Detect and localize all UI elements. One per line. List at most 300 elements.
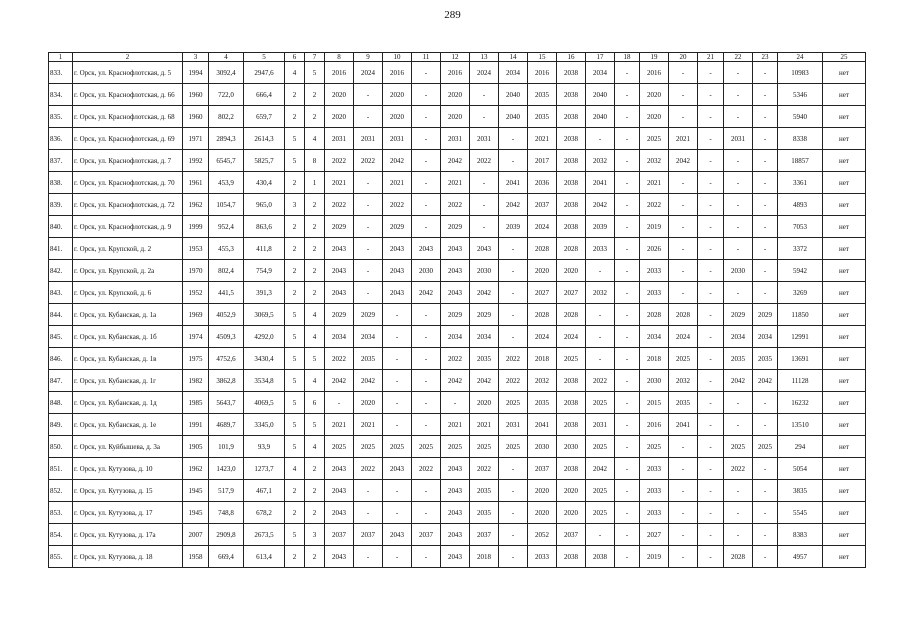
table-cell: - — [383, 326, 412, 348]
table-cell: нет — [823, 502, 866, 524]
table-cell: 11128 — [778, 370, 823, 392]
table-cell: 2015 — [640, 392, 669, 414]
table-cell: 2021 — [528, 128, 557, 150]
table-cell: - — [615, 392, 640, 414]
table-cell: нет — [823, 524, 866, 546]
table-cell: 2034 — [325, 326, 354, 348]
table-cell: - — [724, 414, 753, 436]
table-cell: 2020 — [325, 106, 354, 128]
column-number: 14 — [499, 53, 528, 62]
row-number-cell: 834. — [49, 84, 73, 106]
table-cell: 754,9 — [244, 260, 285, 282]
address-cell: г. Орск, ул. Краснофлотская, д. 72 — [73, 194, 183, 216]
table-cell: 2020 — [557, 260, 586, 282]
table-cell: 2025 — [383, 436, 412, 458]
table-cell: 2021 — [325, 172, 354, 194]
address-cell: г. Орск, ул. Краснофлотская, д. 70 — [73, 172, 183, 194]
table-cell: 3092,4 — [209, 62, 244, 84]
table-cell: 2027 — [528, 282, 557, 304]
table-cell: 2019 — [640, 216, 669, 238]
table-cell: 2 — [305, 216, 325, 238]
table-row — [49, 304, 866, 326]
table-cell: 2030 — [528, 436, 557, 458]
address-cell: г. Орск, ул. Кубанская, д. 1е — [73, 414, 183, 436]
table-cell: - — [412, 106, 441, 128]
table-cell: 441,5 — [209, 282, 244, 304]
table-cell: - — [698, 502, 724, 524]
table-cell: 6545,7 — [209, 150, 244, 172]
table-cell: 2024 — [528, 216, 557, 238]
table-cell: 2043 — [325, 546, 354, 568]
table-row — [49, 62, 866, 84]
table-cell: - — [499, 524, 528, 546]
table-cell: 5545 — [778, 502, 823, 524]
column-number: 18 — [615, 53, 640, 62]
table-cell: - — [470, 172, 499, 194]
table-cell: - — [586, 326, 615, 348]
table-cell: - — [698, 326, 724, 348]
table-cell: 613,4 — [244, 546, 285, 568]
table-cell: - — [383, 304, 412, 326]
table-cell: 4 — [285, 62, 305, 84]
table-cell: 2029 — [325, 304, 354, 326]
table-cell: - — [499, 238, 528, 260]
table-cell: 2042 — [586, 458, 615, 480]
table-cell: - — [615, 524, 640, 546]
table-row — [49, 150, 866, 172]
table-cell: 2043 — [441, 546, 470, 568]
table-cell: 2041 — [669, 414, 698, 436]
table-cell: - — [499, 150, 528, 172]
table-cell: - — [412, 392, 441, 414]
table-cell: 2033 — [528, 546, 557, 568]
address-cell: г. Орск, ул. Краснофлотская, д. 66 — [73, 84, 183, 106]
table-cell: 5 — [285, 524, 305, 546]
address-cell: г. Орск, ул. Кубанская, д. 1б — [73, 326, 183, 348]
table-cell: 2029 — [441, 304, 470, 326]
table-cell: 863,6 — [244, 216, 285, 238]
column-number: 2 — [73, 53, 183, 62]
table-cell: - — [753, 84, 778, 106]
table-cell: - — [753, 282, 778, 304]
table-cell: нет — [823, 194, 866, 216]
table-cell: 2043 — [325, 238, 354, 260]
table-cell: 93,9 — [244, 436, 285, 458]
table-cell: 2042 — [499, 194, 528, 216]
table-cell: - — [354, 282, 383, 304]
table-cell: 18857 — [778, 150, 823, 172]
table-cell: 2019 — [640, 546, 669, 568]
table-cell: 2026 — [640, 238, 669, 260]
table-cell: 2038 — [557, 546, 586, 568]
table-cell: 8 — [305, 150, 325, 172]
table-cell: 2 — [285, 172, 305, 194]
table-cell: 5 — [285, 348, 305, 370]
table-cell: - — [669, 458, 698, 480]
table-cell: - — [615, 304, 640, 326]
table-cell: 2025 — [586, 480, 615, 502]
address-cell: г. Орск, ул. Кубанская, д. 1в — [73, 348, 183, 370]
table-cell: - — [724, 172, 753, 194]
table-cell: 5 — [285, 150, 305, 172]
table-cell: 2035 — [753, 348, 778, 370]
table-cell: 101,9 — [209, 436, 244, 458]
table-cell: - — [586, 524, 615, 546]
table-cell: - — [615, 502, 640, 524]
row-number-cell: 843. — [49, 282, 73, 304]
table-cell: - — [354, 84, 383, 106]
table-cell: 2031 — [383, 128, 412, 150]
table-cell: 5940 — [778, 106, 823, 128]
table-cell: 2037 — [528, 458, 557, 480]
row-number-cell: 836. — [49, 128, 73, 150]
table-cell: - — [753, 106, 778, 128]
table-cell: 2038 — [557, 194, 586, 216]
table-cell: 13510 — [778, 414, 823, 436]
table-cell: 2016 — [441, 62, 470, 84]
table-cell: 2037 — [325, 524, 354, 546]
table-cell: 2021 — [325, 414, 354, 436]
table-cell: 2022 — [354, 458, 383, 480]
table-cell: - — [698, 172, 724, 194]
table-cell: нет — [823, 348, 866, 370]
table-cell: 2043 — [470, 238, 499, 260]
table-row — [49, 326, 866, 348]
table-cell: - — [669, 502, 698, 524]
table-cell: 2020 — [557, 480, 586, 502]
table-cell: 2673,5 — [244, 524, 285, 546]
table-cell: 2022 — [640, 194, 669, 216]
table-cell: - — [669, 282, 698, 304]
address-cell: г. Орск, ул. Краснофлотская, д. 68 — [73, 106, 183, 128]
table-cell: - — [753, 62, 778, 84]
table-cell: - — [412, 304, 441, 326]
address-cell: г. Орск, ул. Краснофлотская, д. 7 — [73, 150, 183, 172]
table-row — [49, 260, 866, 282]
table-cell: 2025 — [640, 128, 669, 150]
row-number-cell: 842. — [49, 260, 73, 282]
table-cell: - — [354, 546, 383, 568]
table-cell: 2034 — [586, 62, 615, 84]
table-cell: - — [698, 480, 724, 502]
table-cell: - — [499, 128, 528, 150]
table-cell: 4052,9 — [209, 304, 244, 326]
table-cell: 4752,6 — [209, 348, 244, 370]
table-cell: 2 — [285, 216, 305, 238]
table-cell: 2007 — [183, 524, 209, 546]
table-row — [49, 216, 866, 238]
column-number: 17 — [586, 53, 615, 62]
table-cell: - — [669, 194, 698, 216]
column-number: 6 — [285, 53, 305, 62]
table-cell: 669,4 — [209, 546, 244, 568]
table-cell: - — [499, 458, 528, 480]
table-cell: 2025 — [586, 392, 615, 414]
table-cell: 16232 — [778, 392, 823, 414]
table-cell: - — [412, 348, 441, 370]
column-number: 21 — [698, 53, 724, 62]
table-cell: 2032 — [528, 370, 557, 392]
table-cell: - — [615, 480, 640, 502]
table-cell: 2024 — [470, 62, 499, 84]
table-cell: - — [753, 150, 778, 172]
table-cell: нет — [823, 172, 866, 194]
table-cell: 4 — [285, 458, 305, 480]
row-number-cell: 846. — [49, 348, 73, 370]
table-cell: 2041 — [528, 414, 557, 436]
table-cell: 2025 — [640, 436, 669, 458]
table-cell: - — [383, 392, 412, 414]
table-cell: 2 — [285, 282, 305, 304]
table-cell: - — [724, 84, 753, 106]
table-cell: - — [753, 172, 778, 194]
table-row — [49, 370, 866, 392]
column-number: 5 — [244, 53, 285, 62]
table-cell: - — [698, 546, 724, 568]
table-cell: 2030 — [640, 370, 669, 392]
table-cell: - — [499, 480, 528, 502]
table-cell: 2031 — [586, 414, 615, 436]
table-cell: 2025 — [499, 436, 528, 458]
table-cell: 2025 — [586, 502, 615, 524]
table-cell: - — [753, 216, 778, 238]
table-cell: - — [724, 282, 753, 304]
table-cell: 2025 — [325, 436, 354, 458]
table-cell: 2039 — [499, 216, 528, 238]
table-cell: - — [753, 458, 778, 480]
table-cell: 2038 — [557, 84, 586, 106]
table-cell: - — [698, 282, 724, 304]
table-cell: 678,2 — [244, 502, 285, 524]
table-cell: 11850 — [778, 304, 823, 326]
table-cell: - — [615, 172, 640, 194]
table-cell: 2020 — [441, 106, 470, 128]
column-number: 19 — [640, 53, 669, 62]
table-cell: - — [698, 304, 724, 326]
table-cell: - — [669, 480, 698, 502]
table-cell: 2038 — [557, 370, 586, 392]
table-cell: 2032 — [640, 150, 669, 172]
table-row — [49, 502, 866, 524]
table-cell: 2043 — [325, 480, 354, 502]
table-cell: 2042 — [753, 370, 778, 392]
table-cell: - — [615, 458, 640, 480]
table-cell: 1971 — [183, 128, 209, 150]
row-number-cell: 837. — [49, 150, 73, 172]
table-cell: 1985 — [183, 392, 209, 414]
table-cell: - — [615, 326, 640, 348]
table-cell: 2022 — [354, 150, 383, 172]
row-number-cell: 838. — [49, 172, 73, 194]
table-cell: 2909,8 — [209, 524, 244, 546]
table-cell: - — [615, 84, 640, 106]
table-cell: 2040 — [586, 84, 615, 106]
table-cell: нет — [823, 546, 866, 568]
table-cell: 2024 — [354, 62, 383, 84]
table-cell: - — [698, 62, 724, 84]
table-cell: 4509,3 — [209, 326, 244, 348]
table-cell: 5 — [285, 436, 305, 458]
table-cell: - — [698, 414, 724, 436]
table-cell: 2033 — [640, 458, 669, 480]
table-cell: - — [698, 436, 724, 458]
table-cell: 2035 — [724, 348, 753, 370]
table-cell: нет — [823, 282, 866, 304]
table-cell: 2042 — [586, 194, 615, 216]
table-cell: 5346 — [778, 84, 823, 106]
table-cell: - — [615, 348, 640, 370]
address-cell: г. Орск, ул. Кутузова, д. 10 — [73, 458, 183, 480]
table-cell: 2031 — [441, 128, 470, 150]
table-cell: 2022 — [470, 150, 499, 172]
table-cell: 722,0 — [209, 84, 244, 106]
table-cell: - — [615, 370, 640, 392]
address-cell: г. Орск, ул. Крупской, д. 2 — [73, 238, 183, 260]
table-cell: - — [724, 62, 753, 84]
table-cell: 3 — [305, 524, 325, 546]
table-cell: 4893 — [778, 194, 823, 216]
column-number: 24 — [778, 53, 823, 62]
table-cell: - — [615, 62, 640, 84]
table-cell: - — [354, 502, 383, 524]
table-cell: - — [586, 304, 615, 326]
table-cell: - — [412, 414, 441, 436]
table-cell: - — [615, 282, 640, 304]
table-cell: 2894,3 — [209, 128, 244, 150]
table-cell: 2038 — [586, 546, 615, 568]
table-cell: 3862,8 — [209, 370, 244, 392]
address-cell: г. Орск, ул. Краснофлотская, д. 9 — [73, 216, 183, 238]
table-cell: 2024 — [669, 326, 698, 348]
table-cell: 2018 — [470, 546, 499, 568]
table-cell: 2029 — [753, 304, 778, 326]
table-cell: 2043 — [441, 260, 470, 282]
table-cell: - — [412, 370, 441, 392]
table-cell: - — [698, 524, 724, 546]
table-cell: - — [753, 480, 778, 502]
table-cell: - — [615, 106, 640, 128]
row-number-cell: 845. — [49, 326, 73, 348]
table-cell: 2030 — [412, 260, 441, 282]
table-cell: - — [412, 546, 441, 568]
table-cell: 2033 — [640, 480, 669, 502]
table-cell: 2022 — [441, 348, 470, 370]
table-cell: 2020 — [528, 260, 557, 282]
table-cell: 2032 — [669, 370, 698, 392]
row-number-cell: 850. — [49, 436, 73, 458]
table-cell: 2034 — [441, 326, 470, 348]
table-cell: 2043 — [441, 502, 470, 524]
row-number-cell: 852. — [49, 480, 73, 502]
table-cell: - — [698, 458, 724, 480]
table-cell: 2042 — [325, 370, 354, 392]
table-cell: - — [753, 194, 778, 216]
table-cell: 2038 — [557, 150, 586, 172]
table-cell: - — [753, 524, 778, 546]
table-cell: 2020 — [441, 84, 470, 106]
table-cell: - — [383, 480, 412, 502]
table-cell: 1958 — [183, 546, 209, 568]
table-cell: - — [724, 480, 753, 502]
table-cell: 2020 — [383, 106, 412, 128]
table-cell: - — [698, 260, 724, 282]
column-number: 10 — [383, 53, 412, 62]
table-cell: 2028 — [724, 546, 753, 568]
table-cell: 2031 — [499, 414, 528, 436]
table-cell: 2020 — [325, 84, 354, 106]
table-cell: 2 — [285, 480, 305, 502]
table-cell: 2043 — [383, 524, 412, 546]
table-cell: 1945 — [183, 480, 209, 502]
table-cell: 2037 — [528, 194, 557, 216]
table-cell: 4 — [305, 370, 325, 392]
table-cell: 5643,7 — [209, 392, 244, 414]
table-cell: - — [470, 194, 499, 216]
table-cell: 2021 — [354, 414, 383, 436]
table-cell: 2040 — [586, 106, 615, 128]
table-cell: 2020 — [528, 480, 557, 502]
address-cell: г. Орск, ул. Куйбышева, д. 3а — [73, 436, 183, 458]
table-cell: 2035 — [528, 106, 557, 128]
row-number-cell: 848. — [49, 392, 73, 414]
table-cell: 2 — [305, 546, 325, 568]
table-cell: - — [615, 194, 640, 216]
table-cell: - — [354, 194, 383, 216]
table-cell: 2042 — [724, 370, 753, 392]
table-cell: 2021 — [640, 172, 669, 194]
table-cell: 2038 — [557, 172, 586, 194]
table-cell: 2035 — [470, 480, 499, 502]
table-cell: 2025 — [412, 436, 441, 458]
table-cell: 2037 — [557, 524, 586, 546]
table-cell: 5 — [305, 62, 325, 84]
row-number-cell: 833. — [49, 62, 73, 84]
table-cell: - — [753, 238, 778, 260]
table-cell: 2 — [305, 480, 325, 502]
table-cell: 2043 — [383, 260, 412, 282]
table-cell: 2043 — [441, 524, 470, 546]
table-cell: - — [499, 546, 528, 568]
table-cell: нет — [823, 260, 866, 282]
table-cell: - — [669, 62, 698, 84]
row-number-cell: 835. — [49, 106, 73, 128]
address-cell: г. Орск, ул. Краснофлотская, д. 5 — [73, 62, 183, 84]
table-cell: 2043 — [325, 282, 354, 304]
table-cell: - — [615, 436, 640, 458]
table-cell: - — [615, 216, 640, 238]
table-cell: - — [615, 238, 640, 260]
table-cell: 2033 — [640, 260, 669, 282]
table-cell: нет — [823, 216, 866, 238]
table-row — [49, 128, 866, 150]
column-number: 1 — [49, 53, 73, 62]
table-cell: 1975 — [183, 348, 209, 370]
address-cell: г. Орск, ул. Кутузова, д. 18 — [73, 546, 183, 568]
table-cell: нет — [823, 106, 866, 128]
table-cell: - — [354, 480, 383, 502]
table-cell: 2022 — [586, 370, 615, 392]
column-number: 25 — [823, 53, 866, 62]
table-cell: 3069,5 — [244, 304, 285, 326]
table-cell: 2035 — [528, 84, 557, 106]
table-cell: 802,2 — [209, 106, 244, 128]
table-cell: 2038 — [557, 392, 586, 414]
row-number-cell: 854. — [49, 524, 73, 546]
table-cell: 2 — [285, 106, 305, 128]
table-cell: 2030 — [557, 436, 586, 458]
table-cell: 2025 — [557, 348, 586, 370]
table-cell: - — [412, 480, 441, 502]
